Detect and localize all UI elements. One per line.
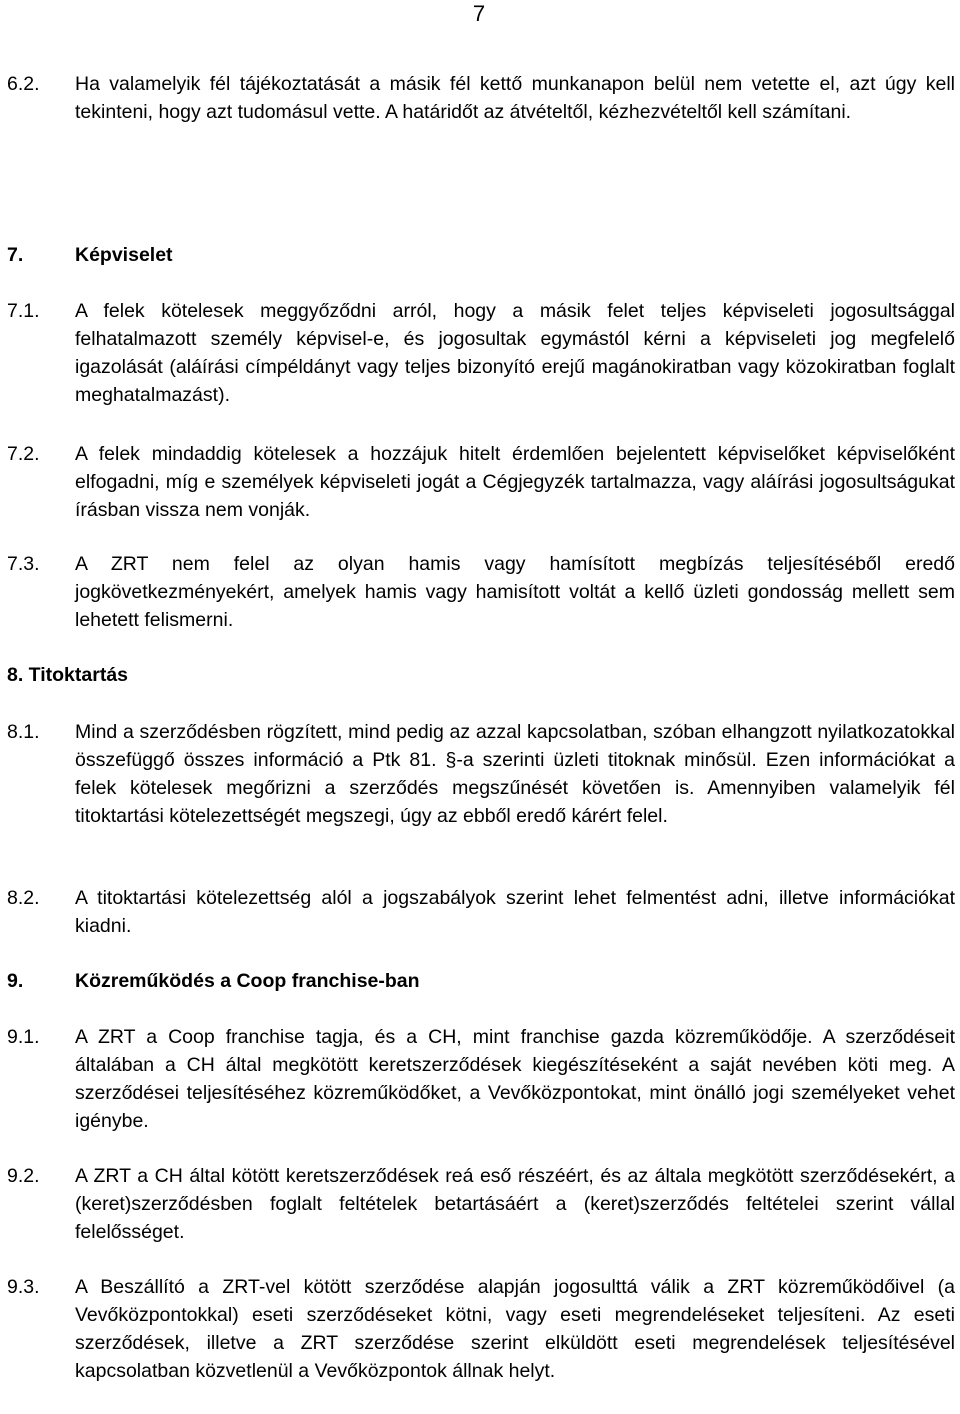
clause-number: 7.3.	[7, 553, 40, 575]
clause-7-3	[7, 550, 955, 634]
clause-number: 9.1.	[7, 1026, 40, 1048]
clause-7-2	[7, 440, 955, 524]
clause-8-2	[7, 884, 955, 940]
page-number: 7	[472, 1, 486, 26]
clause-number: 7.2.	[7, 443, 40, 465]
clause-8-1	[7, 718, 955, 830]
clause-number: 8.1.	[7, 721, 40, 743]
section-number: 9.	[7, 970, 24, 992]
clause-9-3	[7, 1273, 955, 1385]
clause-text: A ZRT a Coop franchise tagja, és a CH, mint franchise gazda közreműködője. A szerződéseit általában a CH által megkötött keretszerződések kiegészítéseként a saját nevében köti meg. A szerződései teljesítéséhez közreműködőket, a Vevőközpontokat, mint önálló jogi személyeket vehet igénybe.	[75, 1026, 955, 1132]
section-heading-9	[7, 967, 420, 995]
clause-number: 8.2.	[7, 887, 40, 909]
clause-number: 6.2.	[7, 73, 40, 95]
section-heading-8: 8. Titoktartás	[7, 664, 129, 686]
clause-text: A felek mindaddig kötelesek a hozzájuk hitelt érdemlően bejelentett képviselőket képviselőként elfogadni, míg e személyek képviseleti jogát a Cégjegyzék tartalmazza, vagy aláírási jogosultságukat írásban vissza nem vonják.	[75, 443, 955, 521]
section-number: 7.	[7, 244, 24, 266]
clause-text: Mind a szerződésben rögzített, mind pedig az azzal kapcsolatban, szóban elhangzott nyilatkozatokkal összefüggő összes információ a Ptk 81. §-a szerinti üzleti titoknak minősül. Ezen információkat a felek kötelesek megőrizni a szerződés megszűnését követően is. Amennyiben valamelyik fél titoktartási kötelezettségét megszegi, úgy az ebből eredő kárért felel.	[75, 721, 955, 827]
clause-text: A ZRT nem felel az olyan hamis vagy hamísított megbízás teljesítéséből eredő jogkövetkezményekért, amelyek hamis vagy hamisított voltát a kellő üzleti gondosság mellett sem lehetett felismerni.	[75, 553, 955, 631]
clause-text: Ha valamelyik fél tájékoztatását a másik fél kettő munkanapon belül nem vetette el, azt úgy kell tekinteni, hogy azt tudomásul vette. A határidőt az átvételtől, kézhezvételtől kell számítani.	[75, 73, 955, 123]
section-title: Képviselet	[75, 244, 173, 266]
clause-9-1	[7, 1023, 955, 1135]
clause-text: A titoktartási kötelezettség alól a jogszabályok szerint lehet felmentést adni, illetve információkat kiadni.	[75, 887, 955, 937]
clause-text: A ZRT a CH által kötött keretszerződések reá eső részéért, és az általa megkötött szerződésekért, a (keret)szerződésben foglalt feltételek betartásáért a (keret)szerződés feltételei szerint vállal felelősséget.	[75, 1165, 955, 1243]
clause-7-1	[7, 297, 955, 409]
clause-text: A felek kötelesek meggyőződni arról, hogy a másik felet teljes képviseleti jogosultsággal felhatalmazott személy képvisel-e, és jogosultak egymástól kérni a képviseleti jog megfelelő igazolását (aláírási címpéldányt vagy teljes bizonyító erejű magánokiratban vagy közokiratban foglalt meghatalmazást).	[75, 300, 955, 406]
clause-9-2	[7, 1162, 955, 1246]
clause-6-2	[7, 70, 955, 126]
section-title: Közreműködés a Coop franchise-ban	[75, 970, 420, 992]
section-heading-7	[7, 241, 173, 269]
clause-number: 9.2.	[7, 1165, 40, 1187]
clause-number: 9.3.	[7, 1276, 40, 1298]
clause-number: 7.1.	[7, 300, 40, 322]
clause-text: A Beszállító a ZRT-vel kötött szerződése alapján jogosulttá válik a ZRT közreműködőivel (a Vevőközpontokkal) eseti szerződéseket kötni, vagy eseti megrendeléseket teljesíteni. Az eseti szerződések, illetve a ZRT szerződése szerint elküldött eseti megrendelések teljesítésével kapcsolatban közvetlenül a Vevőközpontok állnak helyt.	[75, 1276, 955, 1382]
